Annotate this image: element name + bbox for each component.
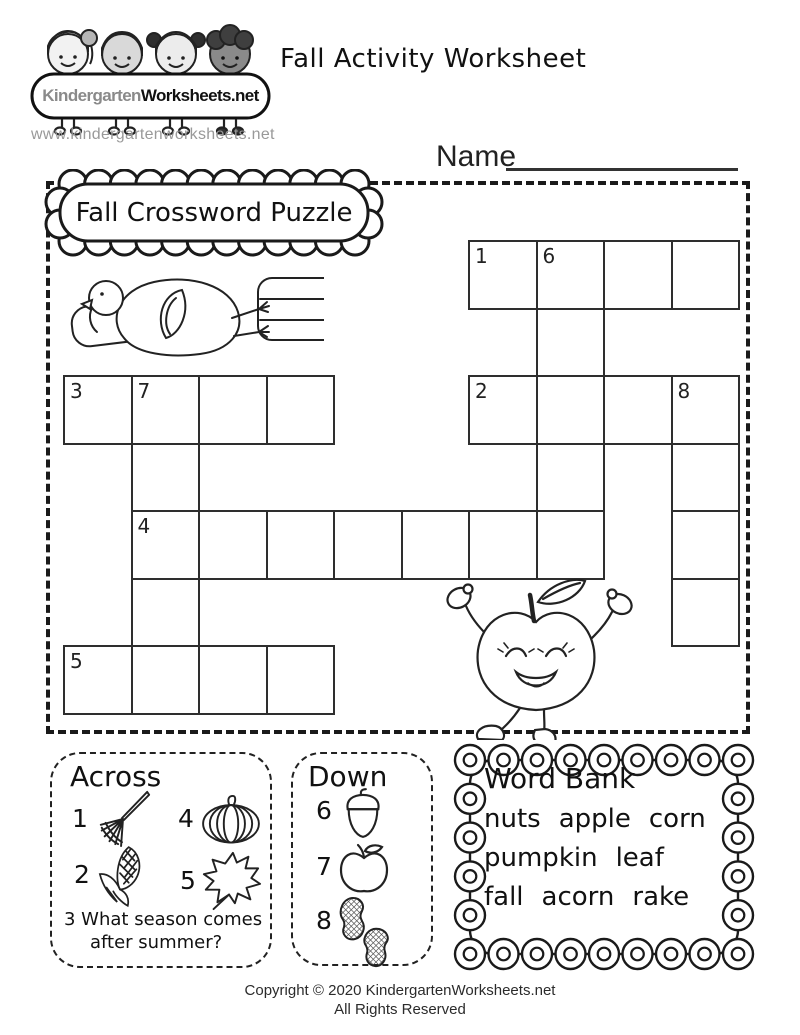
apple-body [478,613,595,710]
rake-icon [94,788,152,848]
crossword-cell-number: 7 [137,379,151,403]
crossword-cell-number: 4 [137,514,151,538]
clue-number: 5 [180,866,196,895]
turkey-head [89,281,123,315]
crossword-cell-number: 5 [70,649,83,673]
footer-rights: All Rights Reserved [334,1001,466,1018]
peanuts-icon [332,896,398,974]
word-bank-word: leaf [615,843,664,873]
clue-number: 7 [316,852,332,881]
clue-number: 4 [178,804,194,833]
across-title: Across [70,760,162,793]
page-title: Fall Activity Worksheet [280,44,587,74]
site-url: www.kindergartenworksheets.net [31,126,275,143]
word-bank-word: corn [648,804,706,834]
word-bank-word: fall [484,882,524,912]
word-bank-words [484,804,734,912]
logo-banner-gray: Kindergarten [42,86,141,105]
crossword-cell-number: 1 [475,244,488,268]
clue-number: 1 [72,804,88,833]
turkey-illustration [62,250,324,362]
word-bank-row [484,804,734,834]
logo-kid-boy-curly [207,25,253,74]
footer-copyright: Copyright © 2020 KindergartenWorksheets.net [244,982,556,999]
clue-number: 8 [316,906,332,935]
logo-banner-black: Worksheets.net [140,86,259,105]
name-blank-line [506,144,738,171]
word-bank-title: Word Bank [484,762,636,795]
crossword-cell-number: 2 [475,379,488,403]
dancing-apple-illustration [432,568,647,740]
corn-icon [96,844,146,908]
name-label: Name [436,140,517,173]
word-bank-row [484,843,734,873]
hay-bale [258,278,324,340]
word-bank-word: rake [632,882,690,912]
crossword-cell-number: 8 [677,379,691,403]
logo-kid-girl-ponytail [48,30,97,74]
puzzle-title: Fall Crossword Puzzle [75,197,353,228]
word-bank-word: pumpkin [484,843,598,873]
leaf-icon [200,848,262,912]
word-bank-word: acorn [541,882,615,912]
clue-question: 3 What season comes after summer? [64,909,263,954]
crossword-cell-number: 3 [70,379,83,403]
logo-kid-boy-gray [102,32,142,74]
word-bank-word: nuts [484,804,541,834]
word-bank-word: apple [558,804,631,834]
clue-number: 6 [316,796,332,825]
logo-banner-text [32,74,269,118]
logo-kid-girl-pigtails [147,32,205,74]
crossword-cell-number: 6 [542,244,556,268]
apple-icon [338,842,390,896]
word-bank-row [484,882,734,912]
pumpkin-icon [200,794,262,844]
acorn-icon [342,786,384,842]
down-title: Down [308,760,388,793]
clue-number: 2 [74,860,90,889]
